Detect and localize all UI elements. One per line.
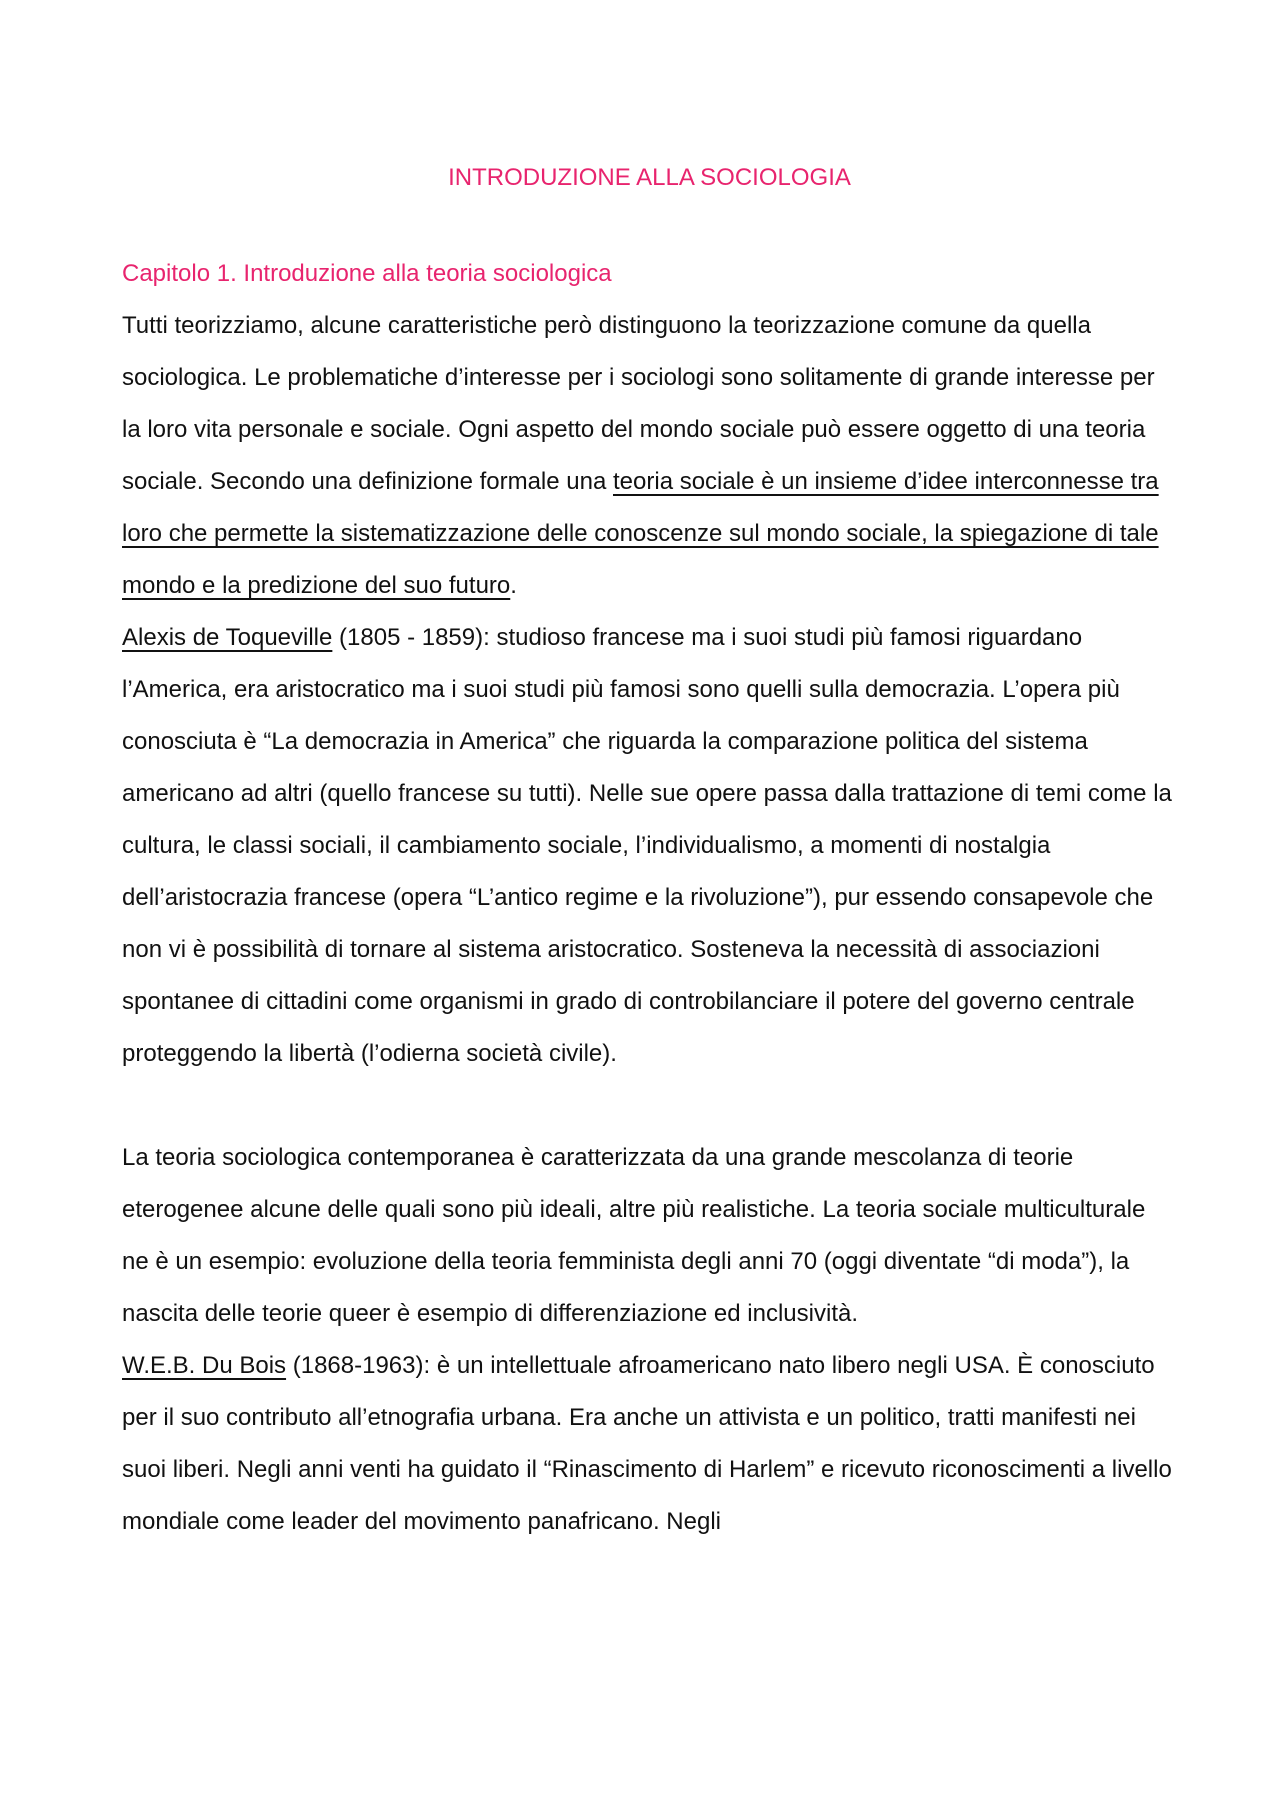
paragraph-spacer (122, 1080, 1177, 1132)
author-name-du-bois: W.E.B. Du Bois (122, 1352, 287, 1379)
author-name-tocqueville: Alexis de Toqueville (122, 624, 333, 651)
paragraph-theory-definition (122, 300, 1177, 612)
social-theory-definition: teoria sociale è un insieme d’idee interconnesse tra loro che permette la sistematizzazione delle conoscenze sul mondo sociale, la spiegazione di tale mondo e la predizione del suo futuro (122, 468, 1159, 599)
document-body (122, 158, 1177, 1548)
tocqueville-text: (1805 - 1859): studioso francese ma i suoi studi più famosi riguardano l’America, era aristocratico ma i suoi studi più famosi sono quelli sulla democrazia. L’opera più conosciuta è “La democrazia in America” che riguarda la comparazione politica del sistema americano ad altri (quello francese su tutti). Nelle sue opere passa dalla trattazione di temi come la cultura, le classi sociali, il cambiamento sociale, l’individualismo, a momenti di nostalgia dell’aristocrazia francese (opera “L’antico regime e la rivoluzione”), pur essendo consapevole che non vi è possibilità di tornare al sistema aristocratico. Sosteneva la necessità di associazioni spontanee di cittadini come organismi in grado di controbilanciare il potere del governo centrale proteggendo la libertà (l’odierna società civile). (122, 624, 1172, 1067)
paragraph-end-mark: . (510, 572, 517, 599)
paragraph-contemporary-theory: La teoria sociologica contemporanea è caratterizzata da una grande mescolanza di teorie eterogenee alcune delle quali sono più ideali, altre più realistiche. La teoria sociale multiculturale ne è un esempio: evoluzione della teoria femminista degli anni 70 (oggi diventate “di moda”), la nascita delle teorie queer è esempio di differenziazione ed inclusività. (122, 1144, 1146, 1327)
paragraph-du-bois (122, 1340, 1177, 1548)
document-title: INTRODUZIONE ALLA SOCIOLOGIA (448, 164, 851, 191)
paragraph-intro-text: Tutti teorizziamo, alcune caratteristiche però distinguono la teorizzazione comune da quella sociologica. Le problematiche d’interesse per i sociologi sono solitamente di grande interesse per la loro vita personale e sociale. Ogni aspetto del mondo sociale può essere oggetto di una teoria sociale. Secondo una definizione formale una (122, 312, 1155, 495)
chapter-heading: Capitolo 1. Introduzione alla teoria sociologica (122, 260, 612, 287)
paragraph-tocqueville (122, 612, 1177, 1080)
du-bois-text: (1868-1963): è un intellettuale afroamericano nato libero negli USA. È conosciuto per il suo contributo all’etnografia urbana. Era anche un attivista e un politico, tratti manifesti nei suoi liberi. Negli anni venti ha guidato il “Rinascimento di Harlem” e ricevuto riconoscimenti a livello mondiale come leader del movimento panafricano. Negli (122, 1352, 1172, 1535)
